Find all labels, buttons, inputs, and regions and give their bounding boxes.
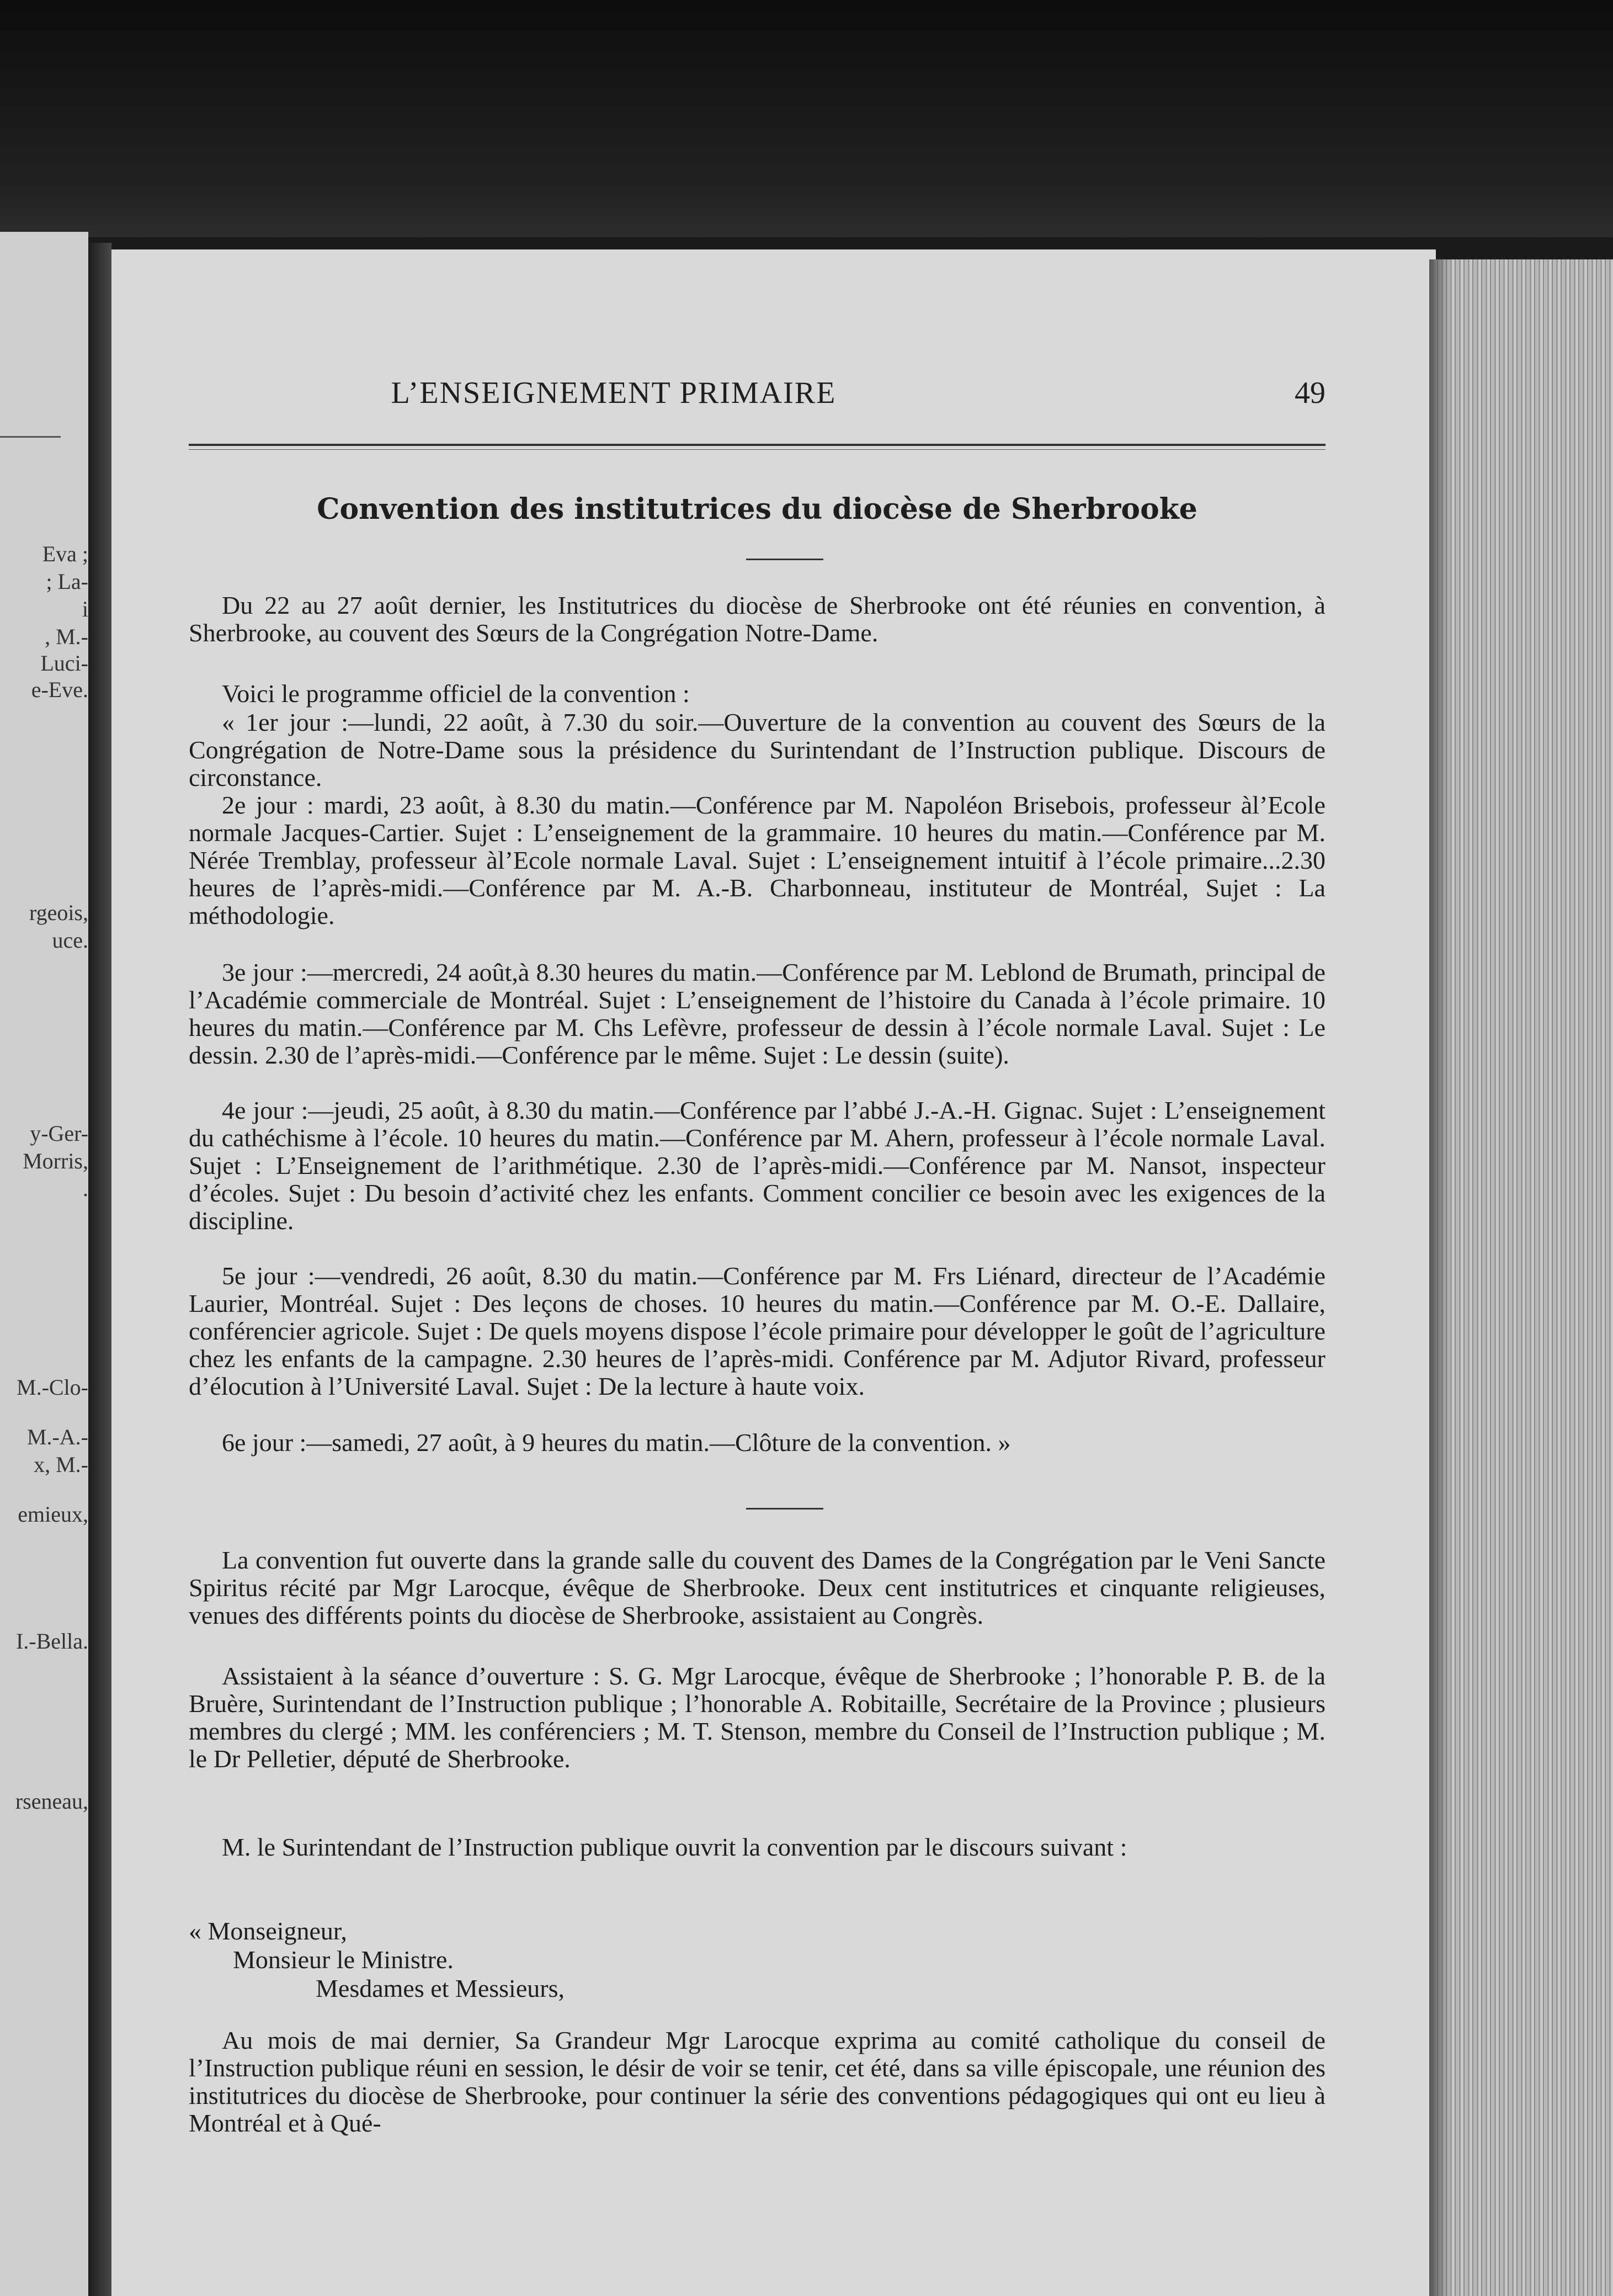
speech-paragraph: Au mois de mai dernier, Sa Grandeur Mgr Larocque exprima au comité catholique du conseil de l’Instruction publique réuni en session, le désir de voir se tenir, cet été, dans sa ville épiscopale, une réunion des institutrices du diocèse de Sherbrooke, pour continuer la série des conventions pédagogiques qui ont eu lieu à Montréal et à Qué-	[189, 2026, 1325, 2137]
facing-page-fragment: rseneau,	[15, 1789, 88, 1814]
facing-page-fragment: Luci-	[40, 651, 88, 676]
page-stack-shadow	[1429, 259, 1451, 2296]
program-day-3: 3e jour :—mercredi, 24 août,à 8.30 heures du matin.—Conférence par M. Leblond de Brumath, principal de l’Académie commerciale de Montréal. Sujet : L’enseignement de l’histoire du Canada à l’école primaire. 10 heures du matin.—Conférence par M. Chs Lefèvre, professeur de dessin à l’école normale Laval. Sujet : Le dessin. 2.30 de l’après-midi.—Conférence par le même. Sujet : Le dessin (suite).	[189, 958, 1325, 1069]
article-title: Convention des institutrices du diocèse de Sherbrooke	[317, 492, 1197, 526]
background-dark-top	[0, 0, 1613, 237]
facing-page-rule	[0, 436, 61, 438]
running-head	[189, 375, 1325, 408]
facing-page-fragment: e-Eve.	[31, 677, 88, 702]
facing-page-fragment: rgeois,	[29, 900, 88, 925]
facing-page-fragment: x, M.-	[34, 1452, 88, 1477]
salutation-line-3: Mesdames et Messieurs,	[316, 1974, 565, 2002]
section-divider	[746, 1508, 823, 1510]
title-divider	[746, 559, 823, 560]
program-intro: Voici le programme officiel de la convention :	[222, 679, 690, 708]
facing-page-fragment: I.-Bella.	[15, 1629, 88, 1654]
book-page	[111, 249, 1436, 2296]
running-title: L’ENSEIGNEMENT PRIMAIRE	[391, 376, 837, 410]
report-paragraph-3: M. le Surintendant de l’Instruction publique ouvrit la convention par le discours suivant :	[222, 1833, 1127, 1861]
salutation-line-2: Monsieur le Ministre.	[233, 1946, 454, 1974]
facing-page-fragment: emieux,	[18, 1502, 88, 1527]
facing-page-fragment: M.-Clo-	[17, 1375, 88, 1400]
facing-page-fragment: , M.-	[45, 624, 88, 649]
program-day-1: « 1er jour :—lundi, 22 août, à 7.30 du soir.—Ouverture de la convention au couvent des Sœurs de la Congrégation de Notre-Dame sous la présidence du Surintendant de l’Instruction publique. Discours de circonstance.	[189, 708, 1325, 791]
page-stack-edges	[1429, 259, 1613, 2296]
report-paragraph-2: Assistaient à la séance d’ouverture : S. G. Mgr Larocque, évêque de Sherbrooke ; l’honorable P. B. de la Bruère, Surintendant de l’Instruction publique ; l’honorable A. Robitaille, Secrétaire de la Province ; plusieurs membres du clergé ; MM. les conférenciers ; M. T. Stenson, membre du Conseil de l’Instruction publique ; M. le Dr Pelletier, député de Sherbrooke.	[189, 1662, 1325, 1773]
report-paragraph-1: La convention fut ouverte dans la grande salle du couvent des Dames de la Congrégation par le Veni Sancte Spiritus récité par Mgr Larocque, évêque de Sherbrooke. Deux cent institutrices et cinquante religieuses, venues des différents points du diocèse de Sherbrooke, assistaient au Congrès.	[189, 1546, 1325, 1629]
facing-page-fragment: y-Ger-	[30, 1121, 88, 1146]
facing-page-edge	[0, 232, 88, 2296]
program-day-5: 5e jour :—vendredi, 26 août, 8.30 du matin.—Conférence par M. Frs Liénard, directeur de l’Académie Laurier, Montréal. Sujet : Des leçons de choses. 10 heures du matin.—Conférence par M. O.-E. Dallaire, conférencier agricole. Sujet : De quels moyens dispose l’école primaire pour développer le goût de l’agriculture chez les enfants de la campagne. 2.30 heures de l’après-midi. Conférence par M. Adjutor Rivard, professeur d’élocution à l’Université Laval. Sujet : De la lecture à haute voix.	[189, 1262, 1325, 1400]
program-day-6: 6e jour :—samedi, 27 août, à 9 heures du matin.—Clôture de la convention. »	[222, 1428, 1011, 1457]
book-gutter	[88, 243, 111, 2296]
program-day-2: 2e jour : mardi, 23 août, à 8.30 du matin.—Conférence par M. Napoléon Brisebois, professeur àl’Ecole normale Jacques-Cartier. Sujet : L’enseignement de la grammaire. 10 heures du matin.—Conférence par M. Nérée Tremblay, professeur àl’Ecole normale Laval. Sujet : L’enseignement intuitif à l’école primaire...2.30 heures de l’après-midi.—Conférence par M. A.-B. Charbonneau, instituteur de Montréal, Sujet : La méthodologie.	[189, 791, 1325, 929]
facing-page-fragment: .	[83, 1176, 88, 1201]
program-day-4: 4e jour :—jeudi, 25 août, à 8.30 du matin.—Conférence par l’abbé J.-A.-H. Gignac. Sujet : L’enseignement du cathéchisme à l’école. 10 heures du matin.—Conférence par M. Ahern, professeur à l’école normale Laval. Sujet : L’Enseignement de l’arithmétique. 2.30 de l’après-midi.—Conférence par M. Nansot, inspecteur d’écoles. Sujet : Du besoin d’activité chez les enfants. Comment concilier ce besoin avec les exigences de la discipline.	[189, 1096, 1325, 1235]
page-number: 49	[1295, 376, 1325, 410]
header-rule	[189, 444, 1325, 450]
facing-page-fragment: i	[82, 597, 88, 621]
facing-page-fragment: ; La-	[46, 569, 88, 594]
facing-page-fragment: M.-A.-	[26, 1425, 88, 1449]
intro-paragraph: Du 22 au 27 août dernier, les Institutrices du diocèse de Sherbrooke ont été réunies en convention, à Sherbrooke, au couvent des Sœurs de la Congrégation Notre-Dame.	[189, 591, 1325, 647]
facing-page-fragment: Morris,	[23, 1149, 88, 1173]
facing-page-fragment: Eva ;	[42, 541, 88, 566]
facing-page-fragment: uce.	[52, 928, 88, 953]
salutation-line-1: « Monseigneur,	[189, 1917, 347, 1945]
